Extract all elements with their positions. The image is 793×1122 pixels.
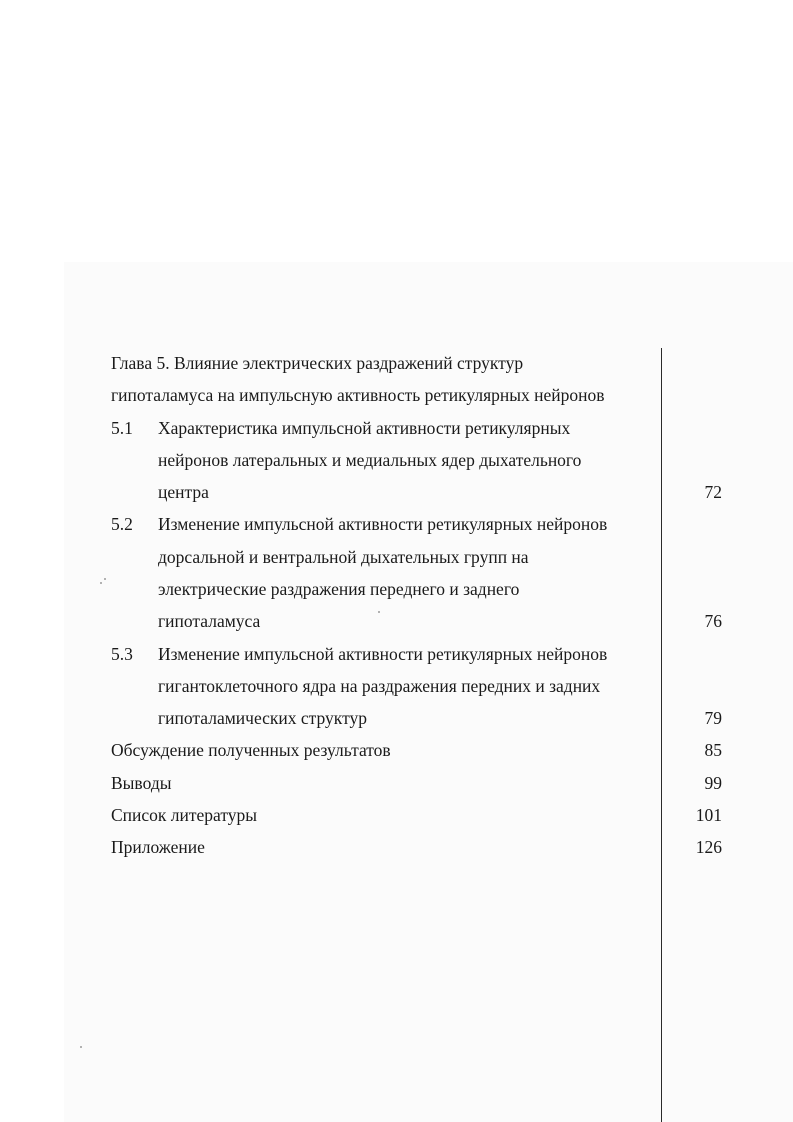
section-5-3-title-line-1: Изменение импульсной активности ретикулярных нейронов <box>158 644 608 664</box>
section-5-2-title-line-3: электрические раздражения переднего и заднего <box>158 579 520 599</box>
appendix-page-number: 126 <box>695 837 722 857</box>
chapter-5-title-line-2: гипоталамуса на импульсную активность ретикулярных нейронов <box>111 385 605 405</box>
chapter-5-title-line-1: Глава 5. Влияние электрических раздражений структур <box>111 353 524 373</box>
conclusions-title: Выводы <box>111 773 172 793</box>
section-5-3-title-line-2: гигантоклеточного ядра на раздражения передних и задних <box>158 676 601 696</box>
margin-rule-line <box>661 348 662 1122</box>
conclusions-page-number: 99 <box>704 773 722 793</box>
section-5-2-title-line-2: дорсальной и вентральной дыхательных групп на <box>158 547 529 567</box>
scan-speck <box>80 1046 82 1048</box>
section-5-3-page-number: 79 <box>704 708 722 728</box>
section-number: 5.1 <box>111 418 133 438</box>
references-title: Список литературы <box>111 805 258 825</box>
discussion-page-number: 85 <box>704 740 722 760</box>
references-page-number: 101 <box>695 805 722 825</box>
discussion-title: Обсуждение полученных результатов <box>111 740 391 760</box>
section-5-1-title-line-2: нейронов латеральных и медиальных ядер дыхательного <box>158 450 582 470</box>
section-5-2-title-line-4: гипоталамуса <box>158 611 261 631</box>
section-5-1-page-number: 72 <box>704 482 722 502</box>
section-5-1-title-line-1: Характеристика импульсной активности ретикулярных <box>158 418 571 438</box>
section-5-3-title-line-3: гипоталамических структур <box>158 708 368 728</box>
scan-speck <box>100 582 102 584</box>
section-5-2-page-number: 76 <box>704 611 722 631</box>
scan-speck <box>378 611 380 613</box>
section-5-1-title-line-3: центра <box>158 482 209 502</box>
scan-speck <box>104 578 106 580</box>
section-number: 5.2 <box>111 514 133 534</box>
appendix-title: Приложение <box>111 837 205 857</box>
section-number: 5.3 <box>111 644 133 664</box>
section-5-2-title-line-1: Изменение импульсной активности ретикулярных нейронов <box>158 514 608 534</box>
